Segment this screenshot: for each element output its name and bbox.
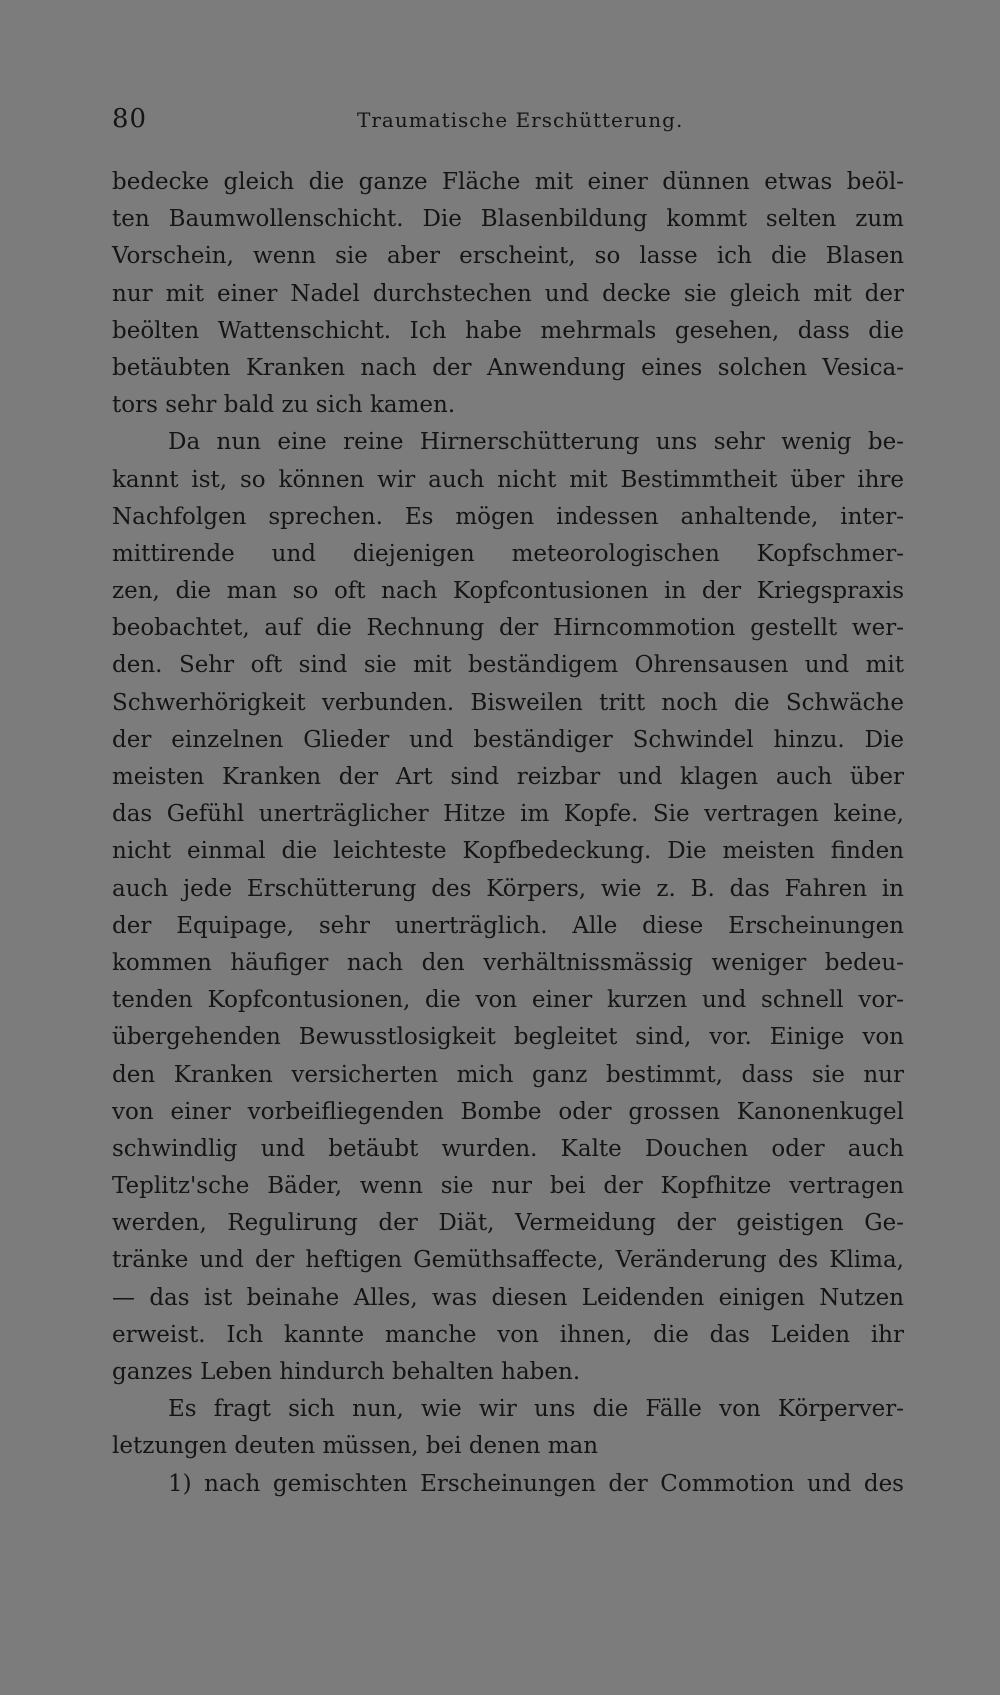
text-line: den Kranken versicherten mich ganz bestimmt, dass sie nur — [112, 1061, 904, 1088]
text-line: den. Sehr oft sind sie mit beständigem Ohrensausen und mit — [112, 652, 904, 679]
text-line: übergehenden Bewusstlosigkeit begleitet sind, vor. Einige von — [112, 1024, 904, 1051]
text-line: bedecke gleich die ganze Fläche mit einer dünnen etwas beöl- — [112, 169, 904, 195]
text-line: tenden Kopfcontusionen, die von einer kurzen und schnell vor- — [112, 987, 904, 1014]
text-line: — das ist beinahe Alles, was diesen Leidenden einigen Nutzen — [112, 1284, 904, 1311]
text-line: ten Baumwollenschicht. Die Blasenbildung kommt selten zum — [112, 206, 904, 233]
text-line: mittirende und diejenigen meteorologischen Kopfschmer- — [112, 540, 904, 567]
text-line: werden, Regulirung der Diät, Vermeidung der geistigen Ge- — [112, 1210, 904, 1237]
text-line: meisten Kranken der Art sind reizbar und klagen auch über — [112, 764, 904, 790]
text-line: kommen häufiger nach den verhältnissmässig weniger bedeu- — [112, 949, 904, 976]
text-line: der Equipage, sehr unerträglich. Alle diese Erscheinungen — [112, 912, 904, 939]
text-line: Nachfolgen sprechen. Es mögen indessen anhaltende, inter- — [112, 503, 904, 530]
text-line: Teplitz'sche Bäder, wenn sie nur bei der Kopfhitze vertragen — [112, 1173, 904, 1200]
text-line: nur mit einer Nadel durchstechen und decke sie gleich mit der — [112, 280, 904, 307]
page-number: 80 — [112, 104, 148, 134]
body-text — [112, 164, 904, 1503]
text-line: Da nun eine reine Hirnerschütterung uns sehr wenig be- — [168, 429, 904, 456]
text-line: 1) nach gemischten Erscheinungen der Commotion und des — [168, 1470, 904, 1497]
text-line: beobachtet, auf die Rechnung der Hirncommotion gestellt wer- — [112, 615, 904, 642]
text-line: beölten Wattenschicht. Ich habe mehrmals gesehen, dass die — [112, 317, 904, 344]
text-line: auch jede Erschütterung des Körpers, wie z. B. das Fahren in — [112, 875, 904, 902]
text-line: tors sehr bald zu sich kamen. — [112, 392, 456, 419]
text-line: Vorschein, wenn sie aber erscheint, so lasse ich die Blasen — [112, 243, 904, 270]
text-line: von einer vorbeifliegenden Bombe oder grossen Kanonenkugel — [112, 1098, 904, 1125]
text-line: tränke und der heftigen Gemüthsaffecte, Veränderung des Klima, — [112, 1247, 904, 1274]
text-line: das Gefühl unerträglicher Hitze im Kopfe. Sie vertragen keine, — [112, 801, 904, 828]
text-line: der einzelnen Glieder und beständiger Schwindel hinzu. Die — [112, 726, 904, 753]
text-line: zen, die man so oft nach Kopfcontusionen in der Kriegspraxis — [112, 578, 904, 605]
text-line: kannt ist, so können wir auch nicht mit Bestimmtheit über ihre — [112, 466, 904, 493]
text-line: Schwerhörigkeit verbunden. Bisweilen tritt noch die Schwäche — [112, 689, 904, 716]
text-line: ganzes Leben hindurch behalten haben. — [112, 1359, 581, 1385]
text-line: Es fragt sich nun, wie wir uns die Fälle von Körperver- — [168, 1396, 904, 1423]
text-line: betäubten Kranken nach der Anwendung eines solchen Vesica- — [112, 354, 904, 381]
text-line: erweist. Ich kannte manche von ihnen, die das Leiden ihr — [112, 1321, 904, 1348]
page-header — [112, 104, 904, 144]
text-line: schwindlig und betäubt wurden. Kalte Douchen oder auch — [112, 1135, 904, 1162]
text-line: nicht einmal die leichteste Kopfbedeckung. Die meisten finden — [112, 838, 904, 865]
text-line: letzungen deuten müssen, bei denen man — [112, 1433, 599, 1460]
running-head: Traumatische Erschütterung. — [357, 108, 684, 132]
